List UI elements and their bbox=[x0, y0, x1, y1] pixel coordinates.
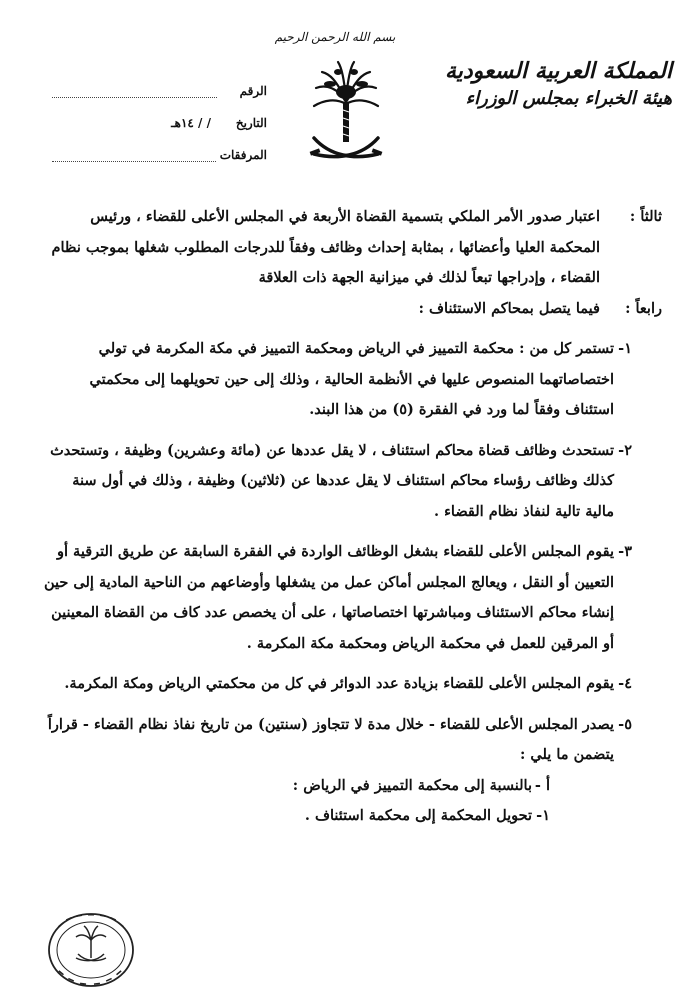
official-stamp-icon bbox=[46, 910, 136, 990]
list-item bbox=[40, 710, 662, 771]
section-number: رابعاً : bbox=[625, 299, 662, 317]
sub-item-letter: أ - bbox=[534, 776, 550, 794]
reference-number-label: الرقم bbox=[239, 84, 267, 98]
attachments-label: المرفقات bbox=[219, 148, 267, 162]
item-number: ٣- bbox=[618, 543, 632, 560]
item-text: يصدر المجلس الأعلى للقضاء - خلال مدة لا تتجاوز (سنتين) من تاريخ نفاذ نظام القضاء - قراراً يتضمن ما يلي : bbox=[47, 715, 614, 763]
item-number: ٢- bbox=[618, 441, 632, 459]
list-item bbox=[40, 334, 662, 426]
reference-block bbox=[52, 66, 267, 162]
date-label: التاريخ bbox=[235, 116, 267, 130]
section-text: اعتبار صدور الأمر الملكي بتسمية القضاة الأربعة في المجلس الأعلى للقضاء ، ورئيس المحكمة العليا وأعضائها ، بمثابة إحداث وظائف وفقاً للدرجات المطلوب شغلها بموجب نظام القضاء ، وإدراجها تبعاً لذلك في ميزانية الجهة ذات العلاقة bbox=[51, 208, 600, 286]
section-fourth bbox=[40, 294, 662, 325]
sub-item-text: بالنسبة إلى محكمة التمييز في الرياض : bbox=[292, 776, 532, 794]
item-text: يقوم المجلس الأعلى للقضاء بزيادة عدد الدوائر في كل من محكمتي الرياض ومكة المكرمة. bbox=[64, 675, 614, 692]
date-value: / / ١٤هـ bbox=[171, 116, 211, 130]
attachments-row bbox=[52, 130, 267, 162]
item-text: تستمر كل من : محكمة التمييز في الرياض ومحكمة التمييز في مكة المكرمة في تولي اختصاصاتهما المنصوص عليها في الأنظمة الحالية ، وذلك إلى حين تحويلهما إلى محكمتي استئناف وفقاً لما ورد في الفقرة (٥) من هذا البند. bbox=[89, 340, 614, 418]
document-body bbox=[40, 202, 662, 832]
sub-item-a bbox=[40, 771, 662, 802]
item-number: ٥- bbox=[618, 715, 632, 733]
section-third bbox=[40, 202, 662, 294]
sub-item-text: تحويل المحكمة إلى محكمة استئناف . bbox=[304, 807, 532, 824]
section-number: ثالثاً : bbox=[629, 208, 662, 225]
attachments-line bbox=[52, 147, 216, 162]
list-item bbox=[40, 436, 662, 528]
kingdom-name: المملكة العربية السعودية bbox=[444, 58, 672, 84]
sub-item-number: ١- bbox=[536, 807, 550, 824]
item-number: ٤- bbox=[618, 675, 632, 692]
palm-swords-emblem-icon bbox=[308, 58, 384, 170]
sub-item-a1 bbox=[40, 801, 662, 832]
reference-number-row bbox=[52, 66, 267, 98]
bureau-name: هيئة الخبراء بمجلس الوزراء bbox=[465, 88, 672, 109]
item-number: ١- bbox=[618, 340, 632, 357]
reference-number-line bbox=[52, 83, 217, 98]
date-row bbox=[52, 98, 267, 130]
basmala-heading: بسم الله الرحمن الرحيم bbox=[274, 30, 396, 44]
item-text: يقوم المجلس الأعلى للقضاء بشغل الوظائف الواردة في الفقرة السابقة عن طريق الترقية أو التعيين أو النقل ، ويعالج المجلس أماكن عمل من يشغلها وأوضاعهم من الناحية المادية إلى حين إنشاء محاكم الاستئناف ومباشرتها اختصاصاتها ، على أن يخصص عدد كاف من القضاة المعينين أو المرقين للعمل في محكمة الرياض ومحكمة مكة المكرمة . bbox=[43, 543, 614, 652]
section-text: فيما يتصل بمحاكم الاستئناف : bbox=[418, 299, 600, 317]
letterhead-title bbox=[412, 56, 672, 112]
list-item bbox=[40, 537, 662, 659]
list-item bbox=[40, 669, 662, 700]
item-text: تستحدث وظائف قضاة محاكم استئناف ، لا يقل عددها عن (مائة وعشرين) وظيفة ، وتستحدث كذلك وظائف رؤساء محاكم استئناف لا يقل عددها عن (ثلاثين) وظيفة ، وذلك في أول سنة مالية تالية لنفاذ نظام القضاء . bbox=[50, 441, 614, 520]
